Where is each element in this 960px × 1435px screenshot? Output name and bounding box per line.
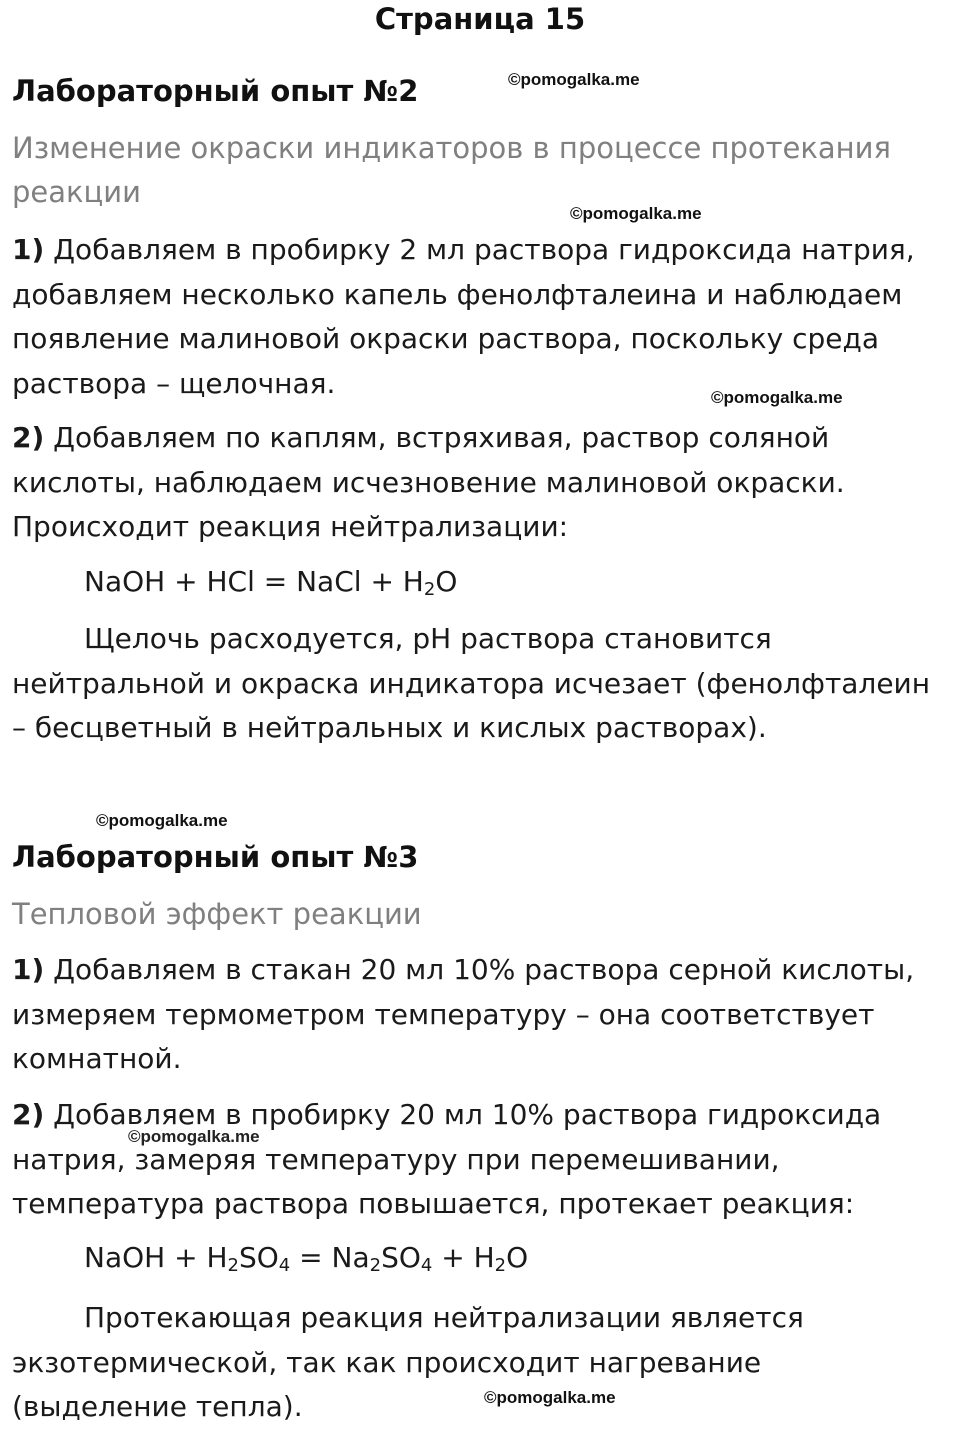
equation-naoh-hcl: NaOH + HCl = NaCl + $H_2O$ xyxy=(84,565,458,600)
step-text: раствора – щелочная. xyxy=(12,366,336,400)
step-text: Добавляем в стакан 20 мл 10% раствора серной кислоты, xyxy=(44,953,915,986)
step-text: измеряем термометром температуру – она соответствует xyxy=(12,997,875,1031)
experiment-2-subtitle-line1: Изменение окраски индикаторов в процессе протекания xyxy=(12,131,891,165)
experiment-3-conclusion xyxy=(12,1296,804,1430)
step-number: 1) xyxy=(12,953,45,986)
conclusion-text: экзотермической, так как происходит нагревание xyxy=(12,1345,762,1379)
step-text: температура раствора повышается, протекает реакция: xyxy=(12,1187,855,1220)
step-text: кислоты, наблюдаем исчезновение малиновой окраски. xyxy=(12,465,845,499)
step-number: 2) xyxy=(12,1098,45,1131)
step-text: Добавляем в пробирку 20 мл 10% раствора гидроксида xyxy=(44,1098,882,1131)
step-text: появление малиновой окраски раствора, поскольку среда xyxy=(12,322,880,355)
experiment-3-heading: Лабораторный опыт №3 xyxy=(12,840,419,874)
experiment-3-step-1 xyxy=(12,948,914,1082)
experiment-2-step-2 xyxy=(12,416,845,550)
watermark: ©pomogalka.me xyxy=(96,811,228,830)
conclusion-text: – бесцветный в нейтральных и кислых растворах). xyxy=(12,711,767,744)
conclusion-text: (выделение тепла). xyxy=(12,1390,303,1423)
experiment-2-subtitle-line2: реакции xyxy=(12,175,141,209)
experiment-2-conclusion xyxy=(12,617,930,751)
step-number: 1) xyxy=(12,233,45,266)
conclusion-text: нейтральной и окраска индикатора исчезает (фенолфталеин xyxy=(12,666,931,700)
watermark: ©pomogalka.me xyxy=(128,1127,260,1146)
experiment-3-subtitle: Тепловой эффект реакции xyxy=(12,897,422,931)
watermark: ©pomogalka.me xyxy=(508,70,640,89)
experiment-2-heading: Лабораторный опыт №2 xyxy=(12,74,419,108)
step-text: комнатной. xyxy=(12,1042,182,1075)
watermark: ©pomogalka.me xyxy=(484,1388,616,1407)
conclusion-text: Щелочь расходуется, pH раствора становится xyxy=(84,622,772,655)
step-text: Происходит реакция нейтрализации: xyxy=(12,510,569,543)
step-text: Добавляем в пробирку 2 мл раствора гидроксида натрия, xyxy=(44,233,915,266)
step-number: 2) xyxy=(12,421,45,454)
watermark: ©pomogalka.me xyxy=(570,204,702,223)
step-text: Добавляем по каплям, встряхивая, раствор соляной xyxy=(44,421,830,454)
step-text: натрия, замеряя температуру при перемешивании, xyxy=(12,1142,780,1176)
step-text: добавляем несколько капель фенолфталеина и наблюдаем xyxy=(12,277,903,311)
experiment-2-step-1 xyxy=(12,228,915,406)
experiment-3-step-2 xyxy=(12,1093,881,1227)
conclusion-text: Протекающая реакция нейтрализации является xyxy=(84,1301,804,1334)
equation-naoh-h2so4: NaOH + $H_2SO_4 = Na_2SO_4 + H_2O$ xyxy=(84,1241,529,1276)
watermark: ©pomogalka.me xyxy=(711,388,843,407)
page-title: Страница 15 xyxy=(374,2,586,36)
